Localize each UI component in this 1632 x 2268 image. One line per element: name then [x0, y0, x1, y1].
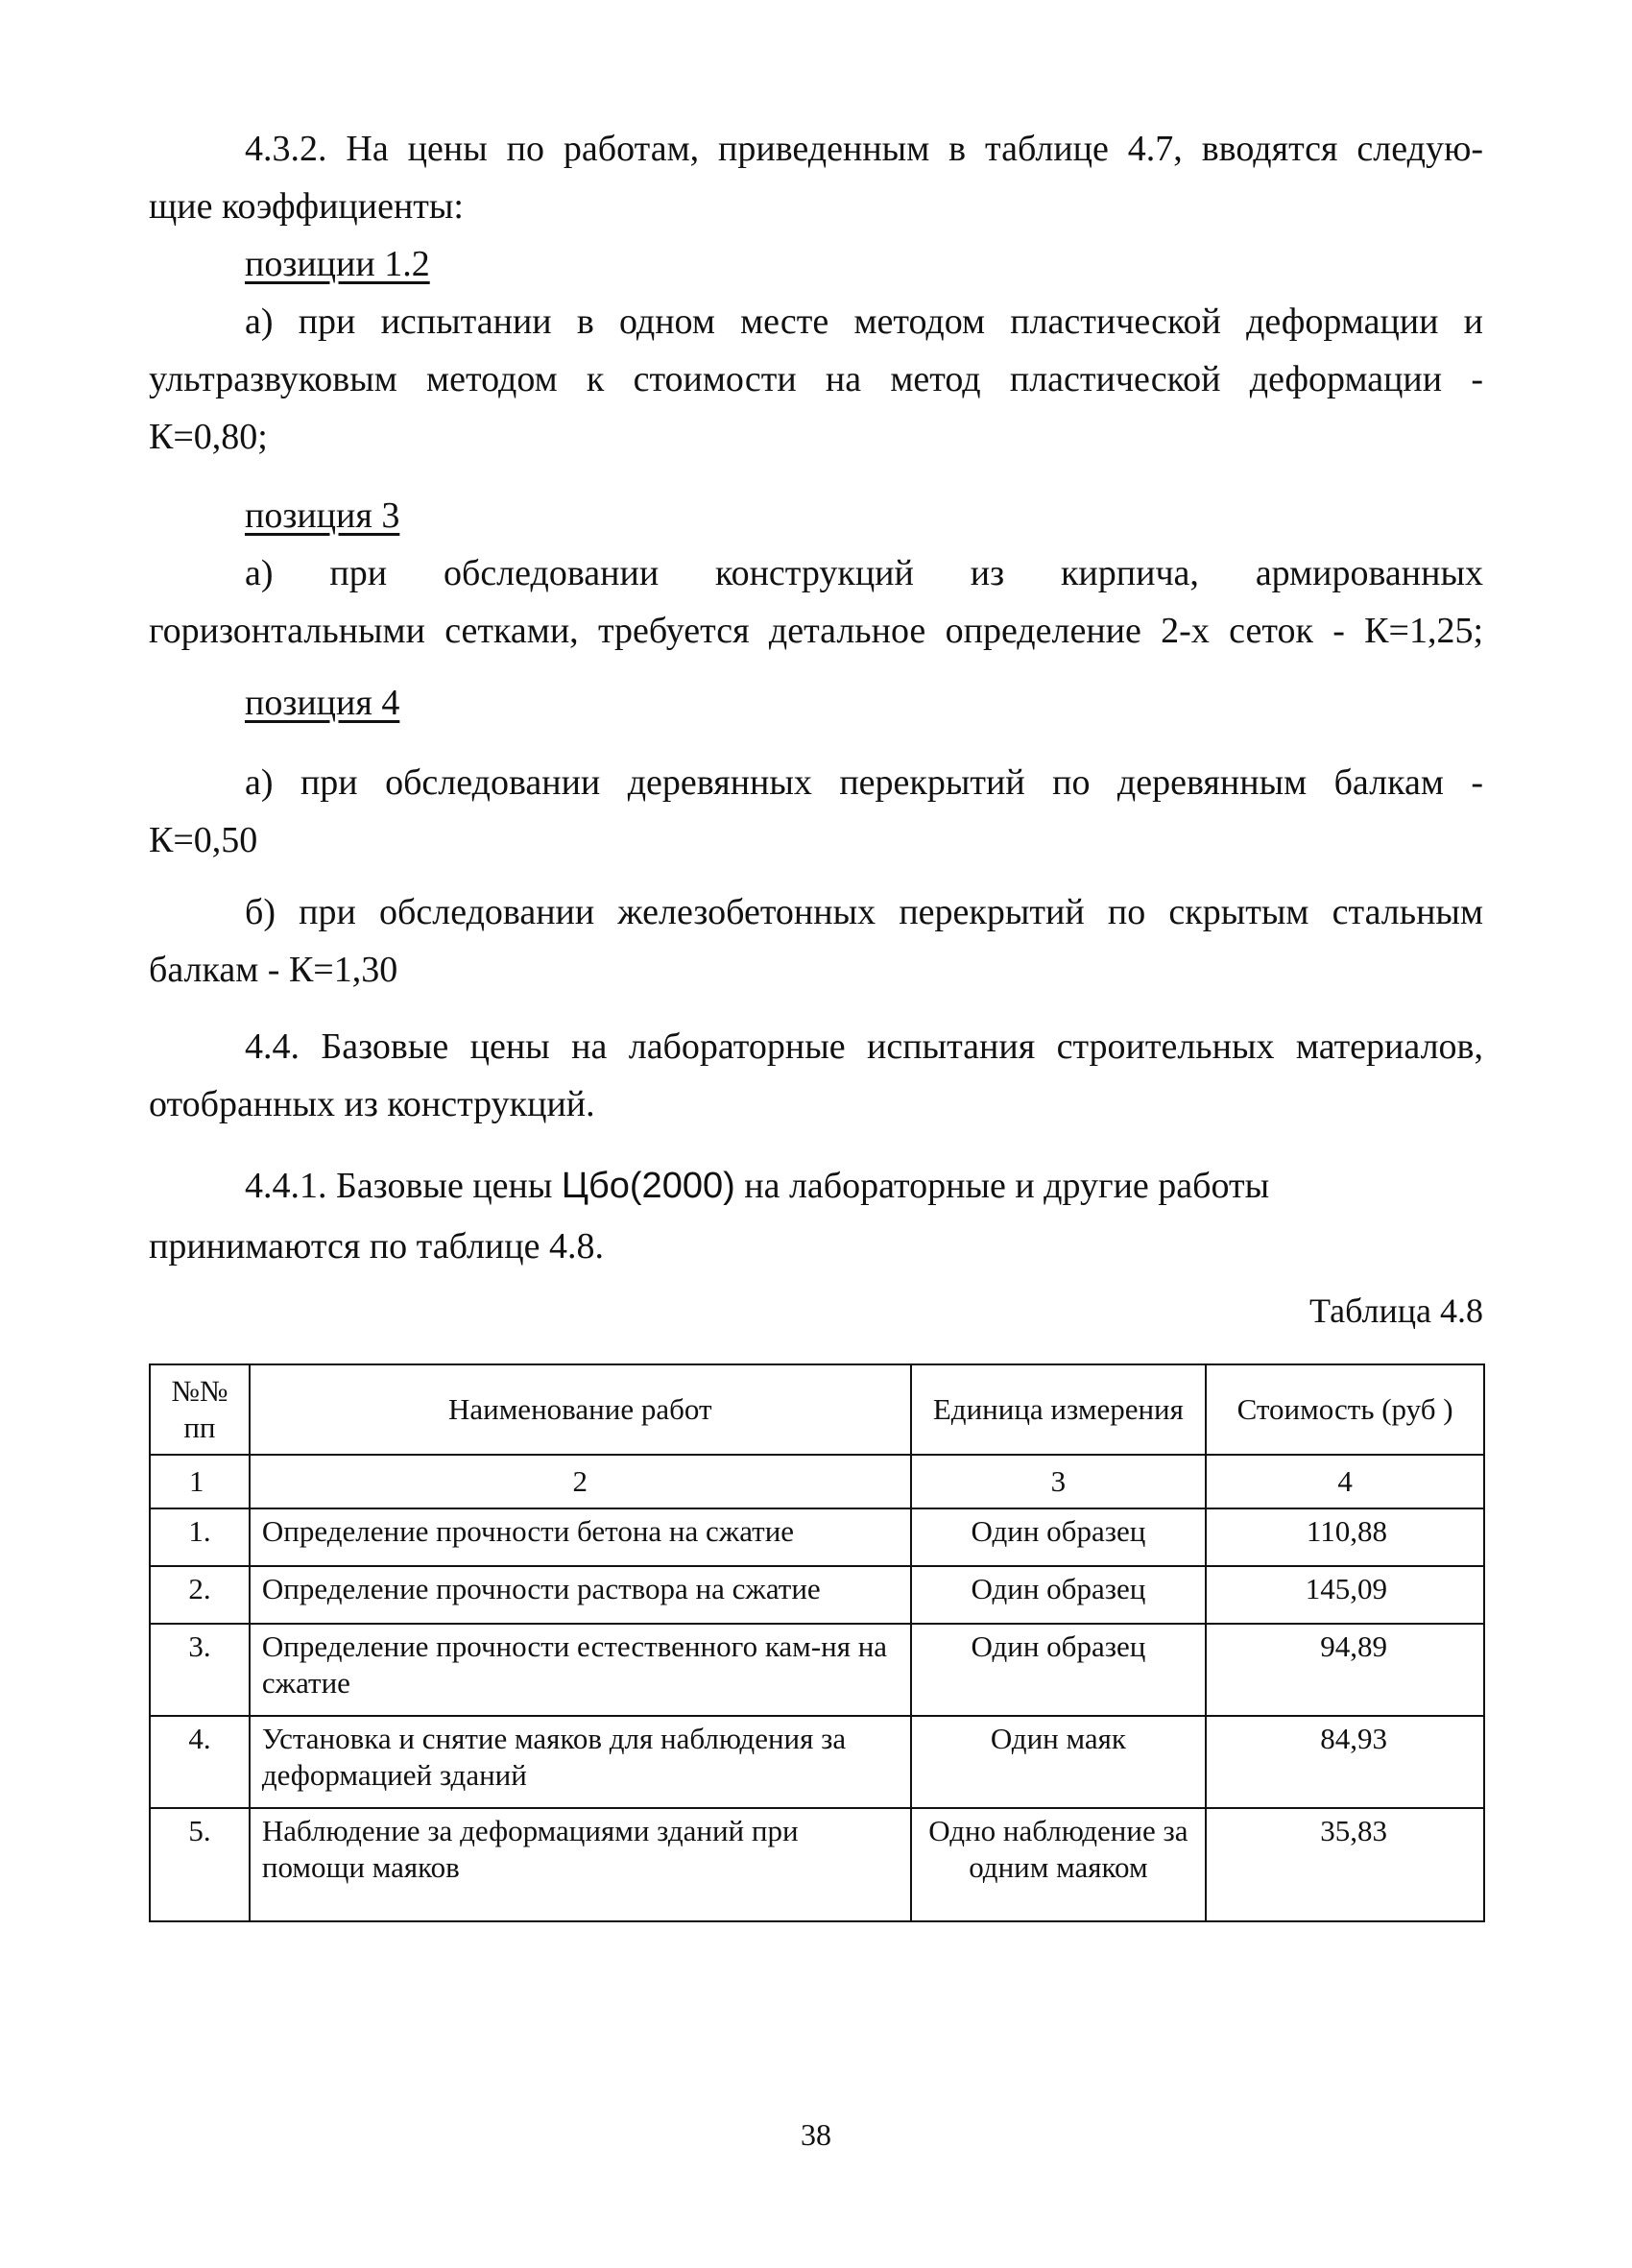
table-header-row	[150, 1364, 1484, 1455]
table-column-numbers-row	[150, 1455, 1484, 1508]
item-b-pos4-line1: б) при обследовании железобетонных перекрытий по скрытым стальным	[245, 892, 1483, 932]
para-4-4-1-line2: принимаются по таблице 4.8.	[149, 1226, 604, 1267]
row-number: 3.	[150, 1624, 250, 1716]
item-b-pos4-line2: балкам - К=1,30	[149, 950, 398, 990]
table-row	[150, 1508, 1484, 1566]
row-unit: Один образец	[911, 1508, 1207, 1566]
table-caption: Таблица 4.8	[1309, 1291, 1483, 1330]
col-number-2: 2	[250, 1455, 911, 1508]
para-4-4-1-text-b: на лабораторные и другие работы	[734, 1166, 1270, 1206]
row-work-name: Определение прочности бетона на сжатие	[250, 1508, 911, 1566]
item-a-pos4-line2: К=0,50	[149, 820, 258, 860]
table-row	[150, 1624, 1484, 1716]
table-row	[150, 1716, 1484, 1808]
header-unit: Единица измерения	[911, 1364, 1207, 1455]
para-4-4-1-text-a: 4.4.1. Базовые цены	[245, 1166, 562, 1206]
subheading-position-4: позиция 4	[245, 683, 400, 723]
page-number: 38	[801, 2117, 831, 2152]
row-number: 2.	[150, 1566, 250, 1624]
table-row	[150, 1566, 1484, 1624]
row-number: 4.	[150, 1716, 250, 1808]
item-a-pos3-line2: горизонтальными сетками, требуется детальное определение 2-х сеток - К=1,25;	[149, 611, 1483, 651]
col-number-1: 1	[150, 1455, 250, 1508]
para-4-4-line2: отобранных из конструкций.	[149, 1084, 595, 1124]
item-a-pos3-line1: а) при обследовании конструкций из кирпича, армированных	[245, 553, 1483, 593]
col-number-4: 4	[1206, 1455, 1484, 1508]
para-4-3-2-line2: щие коэффициенты:	[149, 186, 464, 227]
header-cost: Стоимость (руб )	[1206, 1364, 1484, 1455]
row-cost: 94,89	[1206, 1624, 1484, 1716]
para-4-4-1-line1	[149, 1157, 1483, 1215]
header-work-name: Наименование работ	[250, 1364, 911, 1455]
row-unit: Одно наблюдение за одним маяком	[911, 1808, 1207, 1921]
item-a-pos12-line2: ультразвуковым методом к стоимости на метод пластической деформации -	[149, 359, 1483, 399]
row-cost: 84,93	[1206, 1716, 1484, 1808]
row-work-name: Наблюдение за деформациями зданий при помощи маяков	[250, 1808, 911, 1921]
row-cost: 35,83	[1206, 1808, 1484, 1921]
row-work-name: Установка и снятие маяков для наблюдения за деформацией зданий	[250, 1716, 911, 1808]
row-unit: Один образец	[911, 1624, 1207, 1716]
para-4-4-line1: 4.4. Базовые цены на лабораторные испытания строительных материалов,	[245, 1026, 1483, 1067]
col-number-3: 3	[911, 1455, 1207, 1508]
row-cost: 145,09	[1206, 1566, 1484, 1624]
subheading-positions-1-2: позиции 1.2	[245, 244, 430, 284]
table-row	[150, 1808, 1484, 1921]
item-a-pos4-line1: а) при обследовании деревянных перекрытий по деревянным балкам -	[245, 762, 1483, 803]
row-number: 5.	[150, 1808, 250, 1921]
para-4-3-2-line1: 4.3.2. На цены по работам, приведенным в таблице 4.7, вводятся следую-	[245, 129, 1483, 169]
row-number: 1.	[150, 1508, 250, 1566]
item-a-pos12-line3: К=0,80;	[149, 417, 268, 457]
row-unit: Один маяк	[911, 1716, 1207, 1808]
item-a-pos12-line1: а) при испытании в одном месте методом пластической деформации и	[245, 302, 1483, 342]
row-work-name: Определение прочности естественного кам-ня на сжатие	[250, 1624, 911, 1716]
price-table	[149, 1363, 1485, 1922]
base-price-symbol: Цбо(2000)	[561, 1166, 735, 1206]
subheading-position-3: позиция 3	[245, 495, 400, 536]
header-number: №№ пп	[150, 1364, 250, 1455]
row-cost: 110,88	[1206, 1508, 1484, 1566]
row-work-name: Определение прочности раствора на сжатие	[250, 1566, 911, 1624]
row-unit: Один образец	[911, 1566, 1207, 1624]
